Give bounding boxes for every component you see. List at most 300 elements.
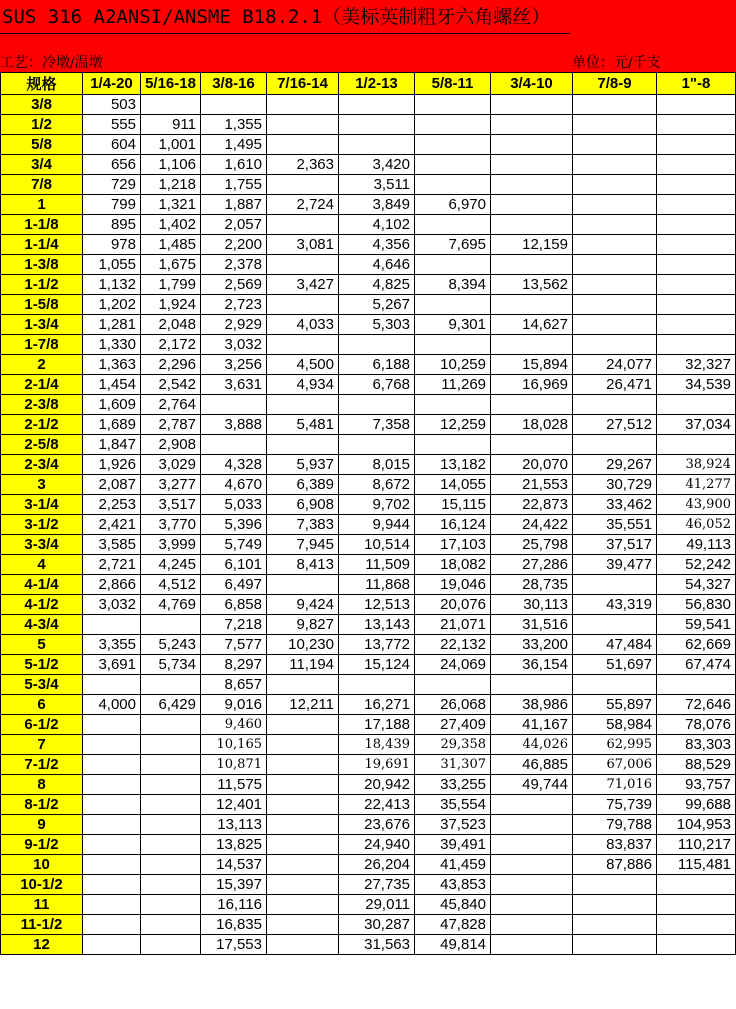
- price-cell: [201, 95, 267, 115]
- price-cell: [657, 135, 736, 155]
- price-cell: [267, 175, 339, 195]
- price-cell: 11,509: [339, 555, 415, 575]
- price-cell: 27,286: [491, 555, 573, 575]
- spec-cell: 1: [1, 195, 83, 215]
- price-cell: [491, 395, 573, 415]
- price-cell: [657, 155, 736, 175]
- price-cell: 4,328: [201, 455, 267, 475]
- price-cell: 20,076: [415, 595, 491, 615]
- price-cell: [657, 915, 736, 935]
- price-cell: 75,739: [573, 795, 657, 815]
- price-cell: 5,749: [201, 535, 267, 555]
- price-cell: [573, 335, 657, 355]
- price-cell: 1,402: [141, 215, 201, 235]
- spec-cell: 3-3/4: [1, 535, 83, 555]
- column-header: 5/16-18: [141, 73, 201, 95]
- price-cell: 3,420: [339, 155, 415, 175]
- price-cell: [267, 835, 339, 855]
- price-cell: [573, 435, 657, 455]
- price-cell: 14,627: [491, 315, 573, 335]
- price-cell: 39,477: [573, 555, 657, 575]
- price-cell: 4,646: [339, 255, 415, 275]
- price-cell: 33,462: [573, 495, 657, 515]
- price-cell: [415, 335, 491, 355]
- price-cell: 6,429: [141, 695, 201, 715]
- price-cell: 27,512: [573, 415, 657, 435]
- price-cell: [141, 815, 201, 835]
- table-row: [1, 395, 736, 415]
- price-cell: 37,523: [415, 815, 491, 835]
- price-cell: [657, 195, 736, 215]
- table-row: [1, 415, 736, 435]
- price-cell: 3,849: [339, 195, 415, 215]
- price-cell: 3,277: [141, 475, 201, 495]
- column-header: 5/8-11: [415, 73, 491, 95]
- price-cell: [339, 115, 415, 135]
- price-cell: 16,271: [339, 695, 415, 715]
- price-cell: 2,929: [201, 315, 267, 335]
- price-cell: [491, 195, 573, 215]
- price-cell: [83, 875, 141, 895]
- price-cell: 22,413: [339, 795, 415, 815]
- price-cell: 15,115: [415, 495, 491, 515]
- spec-cell: 4-1/4: [1, 575, 83, 595]
- price-cell: 2,569: [201, 275, 267, 295]
- price-cell: [141, 855, 201, 875]
- price-cell: 1,799: [141, 275, 201, 295]
- price-cell: [657, 875, 736, 895]
- table-row: [1, 935, 736, 955]
- price-cell: 11,269: [415, 375, 491, 395]
- price-cell: 6,389: [267, 475, 339, 495]
- table-row: [1, 875, 736, 895]
- price-cell: 11,194: [267, 655, 339, 675]
- price-cell: [415, 135, 491, 155]
- table-row: [1, 695, 736, 715]
- price-cell: [573, 675, 657, 695]
- table-row: [1, 455, 736, 475]
- spec-cell: 8: [1, 775, 83, 795]
- spec-cell: 2-3/8: [1, 395, 83, 415]
- spec-cell: 9: [1, 815, 83, 835]
- price-cell: 8,672: [339, 475, 415, 495]
- price-cell: [201, 395, 267, 415]
- table-row: [1, 655, 736, 675]
- price-cell: 11,575: [201, 775, 267, 795]
- table-row: [1, 895, 736, 915]
- price-cell: 30,287: [339, 915, 415, 935]
- table-row: [1, 195, 736, 215]
- spec-cell: 1-3/4: [1, 315, 83, 335]
- price-cell: [267, 895, 339, 915]
- price-cell: 1,330: [83, 335, 141, 355]
- price-cell: 27,409: [415, 715, 491, 735]
- price-cell: [267, 295, 339, 315]
- price-cell: [415, 175, 491, 195]
- price-cell: 23,676: [339, 815, 415, 835]
- price-cell: 604: [83, 135, 141, 155]
- price-cell: [657, 675, 736, 695]
- price-cell: [141, 715, 201, 735]
- price-cell: 26,204: [339, 855, 415, 875]
- column-header: 1"-8: [657, 73, 736, 95]
- spec-cell: 1-1/8: [1, 215, 83, 235]
- price-cell: [83, 915, 141, 935]
- price-cell: 4,500: [267, 355, 339, 375]
- price-cell: [267, 215, 339, 235]
- price-cell: 6,188: [339, 355, 415, 375]
- price-cell: 14,537: [201, 855, 267, 875]
- price-cell: 5,033: [201, 495, 267, 515]
- table-row: [1, 95, 736, 115]
- table-row: [1, 575, 736, 595]
- price-cell: [573, 615, 657, 635]
- price-cell: 18,028: [491, 415, 573, 435]
- price-cell: [267, 335, 339, 355]
- price-cell: 29,267: [573, 455, 657, 475]
- price-cell: [141, 915, 201, 935]
- price-cell: 15,124: [339, 655, 415, 675]
- table-row: [1, 635, 736, 655]
- price-cell: 4,033: [267, 315, 339, 335]
- price-cell: [267, 755, 339, 775]
- price-cell: 3,032: [201, 335, 267, 355]
- price-cell: 729: [83, 175, 141, 195]
- price-cell: [491, 115, 573, 135]
- price-cell: [491, 175, 573, 195]
- price-cell: 33,255: [415, 775, 491, 795]
- price-cell: [491, 935, 573, 955]
- spec-cell: 11-1/2: [1, 915, 83, 935]
- price-cell: [267, 435, 339, 455]
- price-cell: 7,358: [339, 415, 415, 435]
- price-cell: [657, 935, 736, 955]
- price-cell: 41,277: [657, 475, 736, 495]
- column-header-spec: 规格: [1, 73, 83, 95]
- price-cell: 87,886: [573, 855, 657, 875]
- spec-cell: 8-1/2: [1, 795, 83, 815]
- price-cell: [83, 675, 141, 695]
- spec-cell: 4-3/4: [1, 615, 83, 635]
- price-cell: 55,897: [573, 695, 657, 715]
- price-cell: 24,077: [573, 355, 657, 375]
- price-cell: [657, 895, 736, 915]
- price-cell: [339, 395, 415, 415]
- spec-cell: 9-1/2: [1, 835, 83, 855]
- price-cell: [267, 935, 339, 955]
- price-cell: 2,723: [201, 295, 267, 315]
- price-cell: 10,514: [339, 535, 415, 555]
- price-cell: 47,484: [573, 635, 657, 655]
- price-cell: 1,106: [141, 155, 201, 175]
- column-header: 1/4-20: [83, 73, 141, 95]
- spec-cell: 7-1/2: [1, 755, 83, 775]
- price-cell: 43,900: [657, 495, 736, 515]
- price-cell: 49,113: [657, 535, 736, 555]
- price-cell: 2,378: [201, 255, 267, 275]
- price-cell: 24,069: [415, 655, 491, 675]
- price-cell: 895: [83, 215, 141, 235]
- price-cell: [573, 95, 657, 115]
- price-cell: 16,969: [491, 375, 573, 395]
- price-cell: [83, 735, 141, 755]
- price-cell: 46,052: [657, 515, 736, 535]
- spec-cell: 2-1/2: [1, 415, 83, 435]
- price-cell: [657, 175, 736, 195]
- price-cell: [491, 95, 573, 115]
- price-cell: 4,670: [201, 475, 267, 495]
- price-cell: [491, 815, 573, 835]
- price-cell: 6,101: [201, 555, 267, 575]
- table-row: [1, 595, 736, 615]
- price-cell: 8,394: [415, 275, 491, 295]
- spec-cell: 7/8: [1, 175, 83, 195]
- price-cell: 5,734: [141, 655, 201, 675]
- price-cell: 656: [83, 155, 141, 175]
- price-cell: 5,243: [141, 635, 201, 655]
- price-cell: 9,016: [201, 695, 267, 715]
- price-cell: [415, 395, 491, 415]
- table-row: [1, 335, 736, 355]
- price-cell: 3,355: [83, 635, 141, 655]
- price-cell: [491, 295, 573, 315]
- price-cell: [267, 255, 339, 275]
- price-cell: 1,001: [141, 135, 201, 155]
- table-row: [1, 755, 736, 775]
- table-row: [1, 375, 736, 395]
- table-row: [1, 615, 736, 635]
- price-cell: [415, 95, 491, 115]
- price-cell: 30,113: [491, 595, 573, 615]
- price-cell: 6,908: [267, 495, 339, 515]
- price-cell: [267, 775, 339, 795]
- price-cell: [267, 95, 339, 115]
- price-cell: 31,307: [415, 755, 491, 775]
- price-cell: [491, 135, 573, 155]
- price-cell: [141, 795, 201, 815]
- price-cell: [573, 295, 657, 315]
- price-cell: [141, 675, 201, 695]
- price-table: [0, 72, 736, 955]
- table-row: [1, 715, 736, 735]
- price-cell: 1,926: [83, 455, 141, 475]
- price-cell: 6,970: [415, 195, 491, 215]
- price-cell: 56,830: [657, 595, 736, 615]
- price-cell: 10,165: [201, 735, 267, 755]
- price-cell: 9,460: [201, 715, 267, 735]
- price-cell: 1,485: [141, 235, 201, 255]
- price-cell: 37,034: [657, 415, 736, 435]
- price-cell: 44,026: [491, 735, 573, 755]
- spec-cell: 1-7/8: [1, 335, 83, 355]
- price-cell: 8,297: [201, 655, 267, 675]
- price-cell: 9,301: [415, 315, 491, 335]
- price-cell: [415, 155, 491, 175]
- price-cell: 62,669: [657, 635, 736, 655]
- price-cell: 29,011: [339, 895, 415, 915]
- price-cell: 15,397: [201, 875, 267, 895]
- price-cell: 28,735: [491, 575, 573, 595]
- price-cell: 13,113: [201, 815, 267, 835]
- price-cell: 1,363: [83, 355, 141, 375]
- price-cell: 21,071: [415, 615, 491, 635]
- table-body: [1, 95, 736, 955]
- spec-cell: 10: [1, 855, 83, 875]
- price-cell: [83, 855, 141, 875]
- price-cell: [491, 215, 573, 235]
- price-cell: 2,787: [141, 415, 201, 435]
- price-cell: [573, 135, 657, 155]
- price-cell: 67,006: [573, 755, 657, 775]
- spec-cell: 2-1/4: [1, 375, 83, 395]
- price-cell: 31,563: [339, 935, 415, 955]
- table-row: [1, 115, 736, 135]
- price-cell: [491, 915, 573, 935]
- spec-cell: 6-1/2: [1, 715, 83, 735]
- title-underline: [0, 33, 570, 34]
- price-cell: [415, 675, 491, 695]
- header-row: [1, 73, 736, 95]
- price-cell: [267, 575, 339, 595]
- price-cell: [657, 335, 736, 355]
- price-cell: 38,924: [657, 455, 736, 475]
- price-cell: 1,218: [141, 175, 201, 195]
- price-cell: 18,439: [339, 735, 415, 755]
- price-cell: [141, 835, 201, 855]
- price-cell: [415, 435, 491, 455]
- price-cell: [267, 815, 339, 835]
- price-cell: [201, 435, 267, 455]
- price-cell: 3,517: [141, 495, 201, 515]
- price-cell: 1,847: [83, 435, 141, 455]
- price-cell: 12,211: [267, 695, 339, 715]
- price-cell: 2,908: [141, 435, 201, 455]
- table-row: [1, 815, 736, 835]
- price-cell: [339, 335, 415, 355]
- price-cell: [141, 735, 201, 755]
- price-cell: [141, 95, 201, 115]
- price-cell: [491, 675, 573, 695]
- price-cell: 30,729: [573, 475, 657, 495]
- price-cell: [491, 875, 573, 895]
- table-row: [1, 515, 736, 535]
- price-cell: 1,281: [83, 315, 141, 335]
- price-cell: 8,413: [267, 555, 339, 575]
- price-cell: 13,182: [415, 455, 491, 475]
- price-cell: 3,770: [141, 515, 201, 535]
- price-cell: [83, 755, 141, 775]
- price-cell: 6,768: [339, 375, 415, 395]
- price-cell: [267, 735, 339, 755]
- price-cell: 35,554: [415, 795, 491, 815]
- price-cell: 978: [83, 235, 141, 255]
- price-cell: 555: [83, 115, 141, 135]
- price-cell: 13,562: [491, 275, 573, 295]
- price-cell: 2,087: [83, 475, 141, 495]
- process-label: 工艺：冷墩/温墩: [0, 55, 103, 71]
- spec-cell: 12: [1, 935, 83, 955]
- price-cell: 4,934: [267, 375, 339, 395]
- price-cell: 27,735: [339, 875, 415, 895]
- column-header: 1/2-13: [339, 73, 415, 95]
- price-cell: 3,585: [83, 535, 141, 555]
- price-cell: 67,474: [657, 655, 736, 675]
- price-cell: 104,953: [657, 815, 736, 835]
- price-cell: [573, 875, 657, 895]
- price-cell: [573, 215, 657, 235]
- price-cell: [141, 875, 201, 895]
- table-row: [1, 435, 736, 455]
- table-row: [1, 795, 736, 815]
- price-cell: 20,070: [491, 455, 573, 475]
- price-cell: 8,657: [201, 675, 267, 695]
- price-cell: [573, 315, 657, 335]
- price-cell: 36,154: [491, 655, 573, 675]
- price-cell: [491, 335, 573, 355]
- price-cell: 16,835: [201, 915, 267, 935]
- price-cell: 2,866: [83, 575, 141, 595]
- table-row: [1, 235, 736, 255]
- price-cell: 13,143: [339, 615, 415, 635]
- price-cell: [267, 715, 339, 735]
- table-row: [1, 775, 736, 795]
- price-cell: 6,497: [201, 575, 267, 595]
- price-cell: [83, 895, 141, 915]
- price-cell: 3,631: [201, 375, 267, 395]
- spec-cell: 7: [1, 735, 83, 755]
- price-cell: 1,689: [83, 415, 141, 435]
- price-cell: 2,764: [141, 395, 201, 415]
- price-cell: [83, 615, 141, 635]
- price-cell: 9,702: [339, 495, 415, 515]
- price-cell: 2,724: [267, 195, 339, 215]
- price-cell: 7,218: [201, 615, 267, 635]
- price-cell: [267, 855, 339, 875]
- price-cell: 46,885: [491, 755, 573, 775]
- price-cell: 19,046: [415, 575, 491, 595]
- column-header: 7/16-14: [267, 73, 339, 95]
- price-cell: [415, 255, 491, 275]
- price-cell: 16,124: [415, 515, 491, 535]
- price-cell: [83, 935, 141, 955]
- spec-cell: 5/8: [1, 135, 83, 155]
- price-cell: 3,511: [339, 175, 415, 195]
- spec-cell: 1-1/4: [1, 235, 83, 255]
- price-cell: [491, 435, 573, 455]
- price-cell: 3,691: [83, 655, 141, 675]
- price-cell: [573, 915, 657, 935]
- price-cell: 5,303: [339, 315, 415, 335]
- spec-cell: 5-1/2: [1, 655, 83, 675]
- price-cell: 21,553: [491, 475, 573, 495]
- price-cell: 19,691: [339, 755, 415, 775]
- spec-cell: 3/4: [1, 155, 83, 175]
- table-row: [1, 135, 736, 155]
- price-cell: 37,517: [573, 535, 657, 555]
- price-cell: [267, 675, 339, 695]
- price-cell: 35,551: [573, 515, 657, 535]
- price-cell: 2,363: [267, 155, 339, 175]
- title-banner: [0, 0, 736, 74]
- price-cell: 1,132: [83, 275, 141, 295]
- price-cell: 43,853: [415, 875, 491, 895]
- price-cell: 2,048: [141, 315, 201, 335]
- price-cell: 41,459: [415, 855, 491, 875]
- price-cell: 51,697: [573, 655, 657, 675]
- price-cell: 3,029: [141, 455, 201, 475]
- price-cell: [415, 115, 491, 135]
- price-cell: 12,401: [201, 795, 267, 815]
